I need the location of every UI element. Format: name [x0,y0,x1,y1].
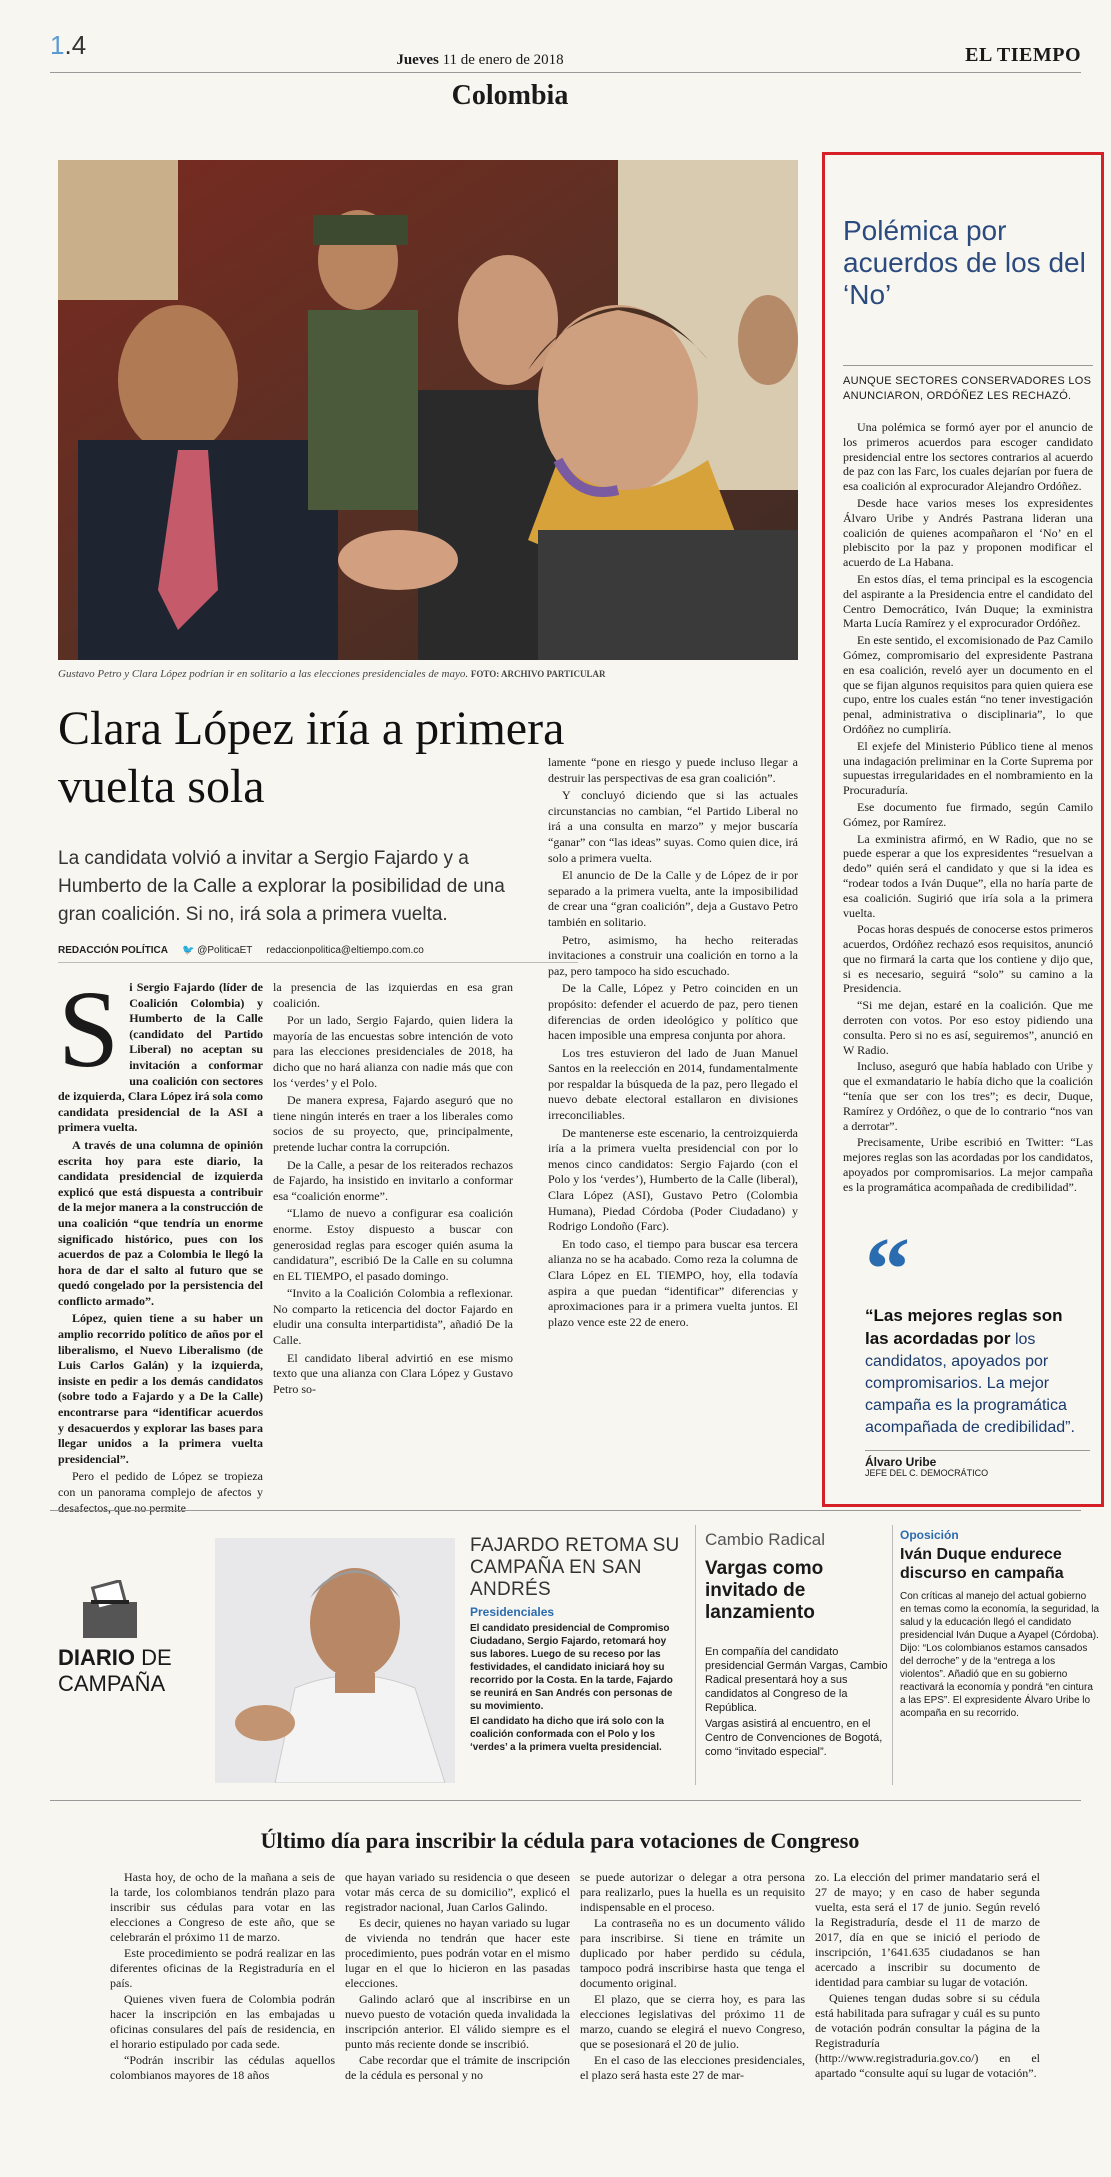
headline: Clara López iría a primera vuelta sola [58,702,565,813]
article-paragraph: De la Calle, a pesar de los reiterados rechazos de Fajardo, ha insistido en invitarlo a conformar esa “coalición enorme”. [273,1157,513,1203]
bottom-paragraph: Este procedimiento se podrá realizar en las diferentes oficinas de la Registraduría en el país. [110,1946,335,1990]
article-paragraph: El candidato liberal advirtió en ese mismo texto que una alianza con Clara López y Gustavo Petro so- [273,1350,513,1396]
article-paragraph: “Llamo de nuevo a configurar esa coalición enorme. Estoy dispuesto a buscar con generosidad reglas para escoger quién asuma la candidatura”, escribió De la Calle en su columna en EL TIEMPO, el pasado domingo. [273,1206,513,1283]
cambio-paragraph: Vargas asistirá al encuentro, en el Centro de Convenciones de Bogotá, como “invitado especial”. [705,1718,883,1758]
main-photo [58,160,798,660]
pull-quote: “Las mejores reglas son las acordadas por los candidatos, apoyados por compromisarios. La mejor campaña es la programática acompañada de credibilidad”. [865,1306,1075,1436]
article-col-2 [273,980,513,1399]
section-title: Colombia [451,80,569,111]
byline-author: REDACCIÓN POLÍTICA [58,945,168,956]
sidebar-paragraph: Una polémica se formó ayer por el anuncio de los primeros acuerdos para escoger candidato presidencial entre los sectores contrarios al acuerdo de paz con las Farc, los cuales dejarían por fuera de esa coalición al exprocurador Alejandro Ordóñez. [843,420,1093,494]
section-rule [50,1510,1081,1511]
bottom-col-2 [345,1870,570,2084]
cambio-title: Vargas como invitado de lanzamiento [705,1558,824,1623]
article-col-3 [548,755,798,1332]
byline-twitter[interactable]: 🐦 @PoliticaET [182,945,253,956]
bottom-paragraph: Quienes viven fuera de Colombia podrán hacer la inscripción en las embajadas u oficinas consulares del país de residencia, en el horario estipulado por cada sede. [110,1992,335,2051]
byline [58,945,578,963]
quote-role: JEFE DEL C. DEMOCRÁTICO [865,1468,989,1478]
article-paragraph: Por un lado, Sergio Fajardo, quien lidera la mayoría de las encuestas sobre intención de voto para las elecciones presidenciales de 2018, ha dicho que no hará alianza con nadie más que con los ‘verdes’ y el Polo. [273,1013,513,1090]
bottom-col-3 [580,1870,805,2084]
bottom-paragraph: Hasta hoy, de ocho de la mañana a seis de la tarde, los colombianos tendrán plazo para inscribir sus cédulas para votar en las elecciones a Congreso de este año, que se celebrarán el próximo 11 de marzo. [110,1870,335,1944]
sidebar-paragraph: La exministra afirmó, en W Radio, que no se puede esperar a que los expresidentes “resuelvan a dedo” quién será el candidato y que si la idea es “rodear todos a Iván Duque”, ella no haría parte de esa coalición. Sugirió que iría sola a la primera vuelta. [843,831,1093,920]
article-paragraph: Petro, asimismo, ha hecho reiteradas invitaciones a construir una coalición en torno a la paz, pero tampoco ha sido escuchado. [548,932,798,978]
column-divider [695,1525,696,1785]
quote-author: Álvaro Uribe [865,1450,1090,1469]
bottom-paragraph: se puede autorizar o delegar a otra persona para realizarlo, pues la huella es un requisito indispensable en el proceso. [580,1870,805,1914]
article-paragraph: En todo caso, el tiempo para buscar esa tercera alianza no se ha acabado. Como reza la columna de Clara López en EL TIEMPO, hoy, ella todavía aspira a que puedan “identificar” diferencias y aproximaciones para ir a primera vuelta juntos. El plazo vence este 22 de enero. [548,1236,798,1329]
article-paragraph: “Invito a la Coalición Colombia a reflexionar. No comparto la reticencia del doctor Fajardo en eludir una consulta interpartidista”, añadió De la Calle. [273,1286,513,1348]
quote-mark-icon: “ [865,1220,910,1319]
bottom-paragraph: Cabe recordar que el trámite de inscripción de la cédula es personal y no [345,2053,570,2082]
sidebar-kicker: AUNQUE SECTORES CONSERVADORES LOS ANUNCIARON, ORDÓÑEZ LES RECHAZÓ. [843,365,1093,404]
cambio-body [705,1645,890,1761]
fajardo-photo [215,1538,455,1783]
article-paragraph: A través de una columna de opinión escrita hoy para este diario, la candidata presidencial de izquierda explicó que está dispuesta a contribuir de la mejor manera a la construcción de una coalición “que tendría un enorme significado histórico, pues con los acuerdos de paz a Colombia le llegó la hora de dar el salto al futuro que se quedó congelado por la persistencia del conflicto armado”. [58,1137,263,1308]
bottom-paragraph: zo. La elección del primer mandatario será el 27 de mayo; y en caso de haber segunda vuelta, esta será el 17 de junio. Según reveló la Registraduría, desde el 11 de marzo de 2017, día en que se inició el periodo de inscripción, 1’641.635 ciudadanos se han acercado a inscribir su documento de identidad para cambiar su lugar de votación. [815,1870,1040,1989]
twitter-icon: 🐦 [182,945,195,956]
article-col-1 [58,968,263,1518]
article-paragraph: Y concluyó diciendo que si las actuales circunstancias no cambian, “el Partido Liberal no irá a una consulta en marzo” y mejor buscaría “ganar” con “las ideas” suyas. Como quien dice, irá solo a primera vuelta. [548,788,798,865]
oposicion-body: Con críticas al manejo del actual gobierno en temas como la economía, la seguridad, la salud y la educación llegó el candidato presidencial Iván Duque a Ayapel (Córdoba). Dijo: “Los colombianos estamos cansados del derroche” y de la “entrega a los violentos”. Añadió que en su gobierno reactivará la economía y pondrá “en cintura a las EPS”. El expresidente Álvaro Uribe lo acompaña en su recorrido. [900,1591,1099,1719]
bottom-paragraph: La contraseña no es un documento válido para inscribirse. Si tiene en trámite un duplicado por haber perdido su cédula, tampoco podrá inscribirse hasta que tenga el documento original. [580,1916,805,1990]
article-paragraph: De la Calle, López y Petro coinciden en un propósito: defender el acuerdo de paz, pero tienen diferencias de orden ideológico y político que hacen imposible una empresa conjunta por ahora. [548,981,798,1043]
article-paragraph: lamente “pone en riesgo y puede incluso llegar a destruir las perspectivas de esa gran coalición”. [548,755,798,785]
bottom-col-1 [110,1870,335,2084]
bottom-paragraph: “Podrán inscribir las cédulas aquellos colombianos mayores de 18 años [110,2053,335,2082]
section-rule [50,1800,1081,1801]
lead-paragraph: La candidata volvió a invitar a Sergio Fajardo y a Humberto de la Calle a explorar la posibilidad de una gran coalición. Si no, irá sola a primera vuelta. [58,848,505,925]
article-paragraph: El anuncio de De la Calle y de López de ir por separado a la primera vuelta, ante la imposibilidad de crear una “gran coalición”, deja a Gustavo Petro también en solitario. [548,868,798,929]
article-paragraph: De manera expresa, Fajardo aseguró que no tiene ningún interés en traer a los liberales como socios de su proyecto, que, principalmente, pretende luchar contra la corrupción. [273,1093,513,1154]
bottom-headline: Último día para inscribir la cédula para votaciones de Congreso [260,1828,860,1853]
oposicion-title: Iván Duque endurece discurso en campaña [900,1546,1064,1582]
bottom-paragraph: En el caso de las elecciones presidenciales, el plazo será hasta este 27 de mar- [580,2053,805,2082]
fajardo-paragraph: El candidato presidencial de Compromiso Ciudadano, Sergio Fajardo, retomará hoy sus labores. Luego de su receso por las festividades, el candidato iniciará hoy su recorrido por la Costa. En la tarde, Fajardo se reunirá en San Andrés con personas de su movimiento. [470,1623,673,1712]
cambio-paragraph: En compañía del candidato presidencial Germán Vargas, Cambio Radical presentará hoy a sus candidatos al Congreso de la República. [705,1646,888,1714]
article-paragraph: De mantenerse este escenario, la centroizquierda iría a la primera vuelta presidencial con por lo menos cinco candidatos: Sergio Fajardo (con el Polo y los ‘verdes’), Humberto de la Calle (liberal), Clara López (ASI), Gustavo Petro (Colombia Humana), Piedad Córdoba (Poder Ciudadano) y Rodrigo Londoño (Farc). [548,1125,798,1234]
page-number: 1.4 [50,30,87,60]
bottom-paragraph: que hayan variado su residencia o que deseen votar más cerca de su domicilio”, explicó el registrador nacional, Juan Carlos Galindo. [345,1870,570,1914]
article-paragraph: Los tres estuvieron del lado de Juan Manuel Santos en la reelección en 2014, fundamentalmente por respaldar la búsqueda de la paz, pero llegado el nuevo debate electoral estallaron en divisiones irreconciliables. [548,1045,798,1123]
sidebar-paragraph: Pocas horas después de conocerse estos primeros acuerdos, Ordóñez rechazó esos requisitos, anunció que no firmará la carta que los contiene y dijo que, si es necesario, seguirá “solo” su camino a la Presidencia. [843,922,1093,996]
ballot-box-icon [75,1580,145,1640]
article-paragraph: la presencia de las izquierdas en esa gran coalición. [273,980,513,1010]
fajardo-paragraph: El candidato ha dicho que irá solo con la coalición conformada con el Polo y los ‘verdes’ a la primera vuelta presidencial. [470,1716,664,1753]
diario-label: DIARIO DE CAMPAÑA [58,1645,172,1696]
bottom-col-4 [815,1870,1040,2082]
oposicion-kicker: Oposición [900,1528,959,1542]
fajardo-title: FAJARDO RETOMA SU CAMPAÑA EN SAN ANDRÉS [470,1535,680,1600]
brand-logo: EL TIEMPO [965,44,1081,66]
sidebar-paragraph: En este sentido, el excomisionado de Paz Camilo Gómez, compromisario del expresidente Pastrana en esa coalición, reveló ayer un documento en el que se fijan algunos requisitos para quien quiera ese cupo, entre los cuales están “no tener investigación penal, administrativa o disciplinaria”, lo que Ordóñez no cumpliría. [843,633,1093,736]
bottom-paragraph: Galindo aclaró que al inscribirse en un nuevo puesto de votación queda invalidada la inscripción anterior. El válido siempre es el punto más reciente donde se inscribió. [345,1992,570,2051]
column-divider [892,1525,893,1785]
sidebar-paragraph: Ese documento fue firmado, según Camilo Gómez, por Ramírez. [843,799,1093,829]
cambio-kicker: Cambio Radical [705,1530,825,1549]
header-rule [50,72,1081,73]
fajardo-body [470,1622,680,1756]
photo-caption: Gustavo Petro y Clara López podrían ir en solitario a las elecciones presidenciales de mayo. FOTO: ARCHIVO PARTICULAR [58,668,606,680]
bottom-paragraph: El plazo, que se cierra hoy, es para las elecciones legislativas del próximo 11 de marzo, cuando se elegirá el nuevo Congreso, que se posesionará el 20 de julio. [580,1992,805,2051]
byline-email[interactable]: redaccionpolitica@eltiempo.com.co [266,945,424,956]
article-paragraph: Pero el pedido de López se tropieza con un panorama complejo de afectos y desafectos, que no permite [58,1469,263,1515]
sidebar-body [843,420,1093,1197]
sidebar-paragraph: Precisamente, Uribe escribió en Twitter: “Las mejores reglas son las acordadas por los candidatos, apoyados por compromisarios. La mejor campaña es la programática acompañada de credibilidad”. [843,1135,1093,1194]
article-paragraph: López, quien tiene a su haber un amplio recorrido político de años por el liberalismo, el Nuevo Liberalismo (de Luis Carlos Galán) y la izquierda, insiste en pedir a los demás candidatos (sobre todo a Fajardo y a De la Calle) encontrarse para “identificar acuerdos y desacuerdos y explorar las bases para llegar unidos a la primera vuelta presidencial”. [58,1311,263,1466]
sidebar-paragraph: El exjefe del Ministerio Público tiene al menos una indagación preliminar en la Corte Suprema por supuestas irregularidades en el nombramiento en la Procuraduría. [843,738,1093,798]
dateline: Jueves 11 de enero de 2018 [396,52,564,68]
bottom-paragraph: Es decir, quienes no hayan variado su lugar de vivienda no tendrán que hacer este procedimiento, pues podrán votar en el mismo lugar en el que lo hicieron en las pasadas elecciones. [345,1916,570,1990]
fajardo-kicker: Presidenciales [470,1605,555,1619]
dropcap: S [58,968,120,1090]
sidebar-paragraph: Incluso, aseguró que había hablado con Uribe y que el exmandatario le había dicho que la coalición “tenía que ser con los tres”; es decir, Duque, Ramírez y Ordóñez, o que de lo contrario “nos van a derrotar”. [843,1059,1093,1133]
sidebar-paragraph: “Si me dejan, estaré en la coalición. Que me derroten con votos. Por eso estoy pidiendo una consulta. Pero si no es así, seguiremos”, anunció en W Radio. [843,998,1093,1057]
sidebar-paragraph: En estos días, el tema principal es la escogencia del aspirante a la Presidencia entre el candidato del Centro Democrático, Iván Duque; la exministra Marta Lucía Ramírez y el exprocurador Ordóñez. [843,571,1093,631]
article-paragraph: i Sergio Fajardo (líder de Coalición Colombia) y Humberto de la Calle (candidato del Partido Liberal) no aceptan su invitación a conformar una coalición con sectores de izquierda, Clara López irá sola como candidata presidencial de la ASI a primera vuelta. [58,980,263,1135]
sidebar-paragraph: Desde hace varios meses los expresidentes Álvaro Uribe y Andrés Pastrana lideran una coalición de quienes acompañaron el ‘No’ en el plebiscito por la paz y proponen modificar el acuerdo de La Habana. [843,495,1093,570]
bottom-paragraph: Quienes tengan dudas sobre si su cédula está habilitada para sufragar y cuál es su punto de votación podrán consultar la página de la Registraduría (http://www.registraduria.gov.co/) en el apartado “consulte aquí su lugar de votación”. [815,1991,1040,2080]
sidebar-title: Polémica por acuerdos de los del ‘No’ [843,215,1086,310]
